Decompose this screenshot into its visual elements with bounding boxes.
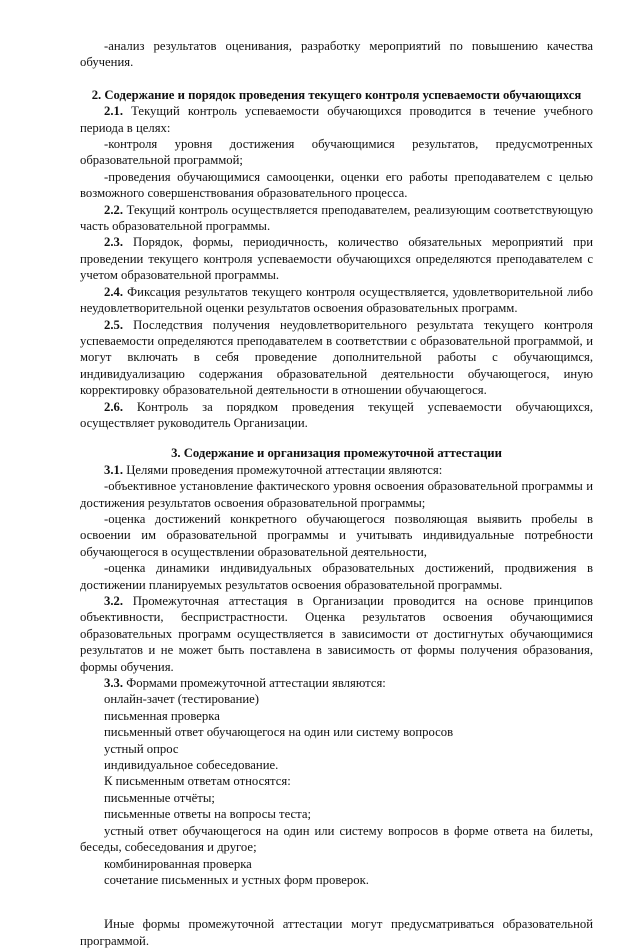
clause-3-2 [80, 593, 593, 675]
clause-number: 2.1. [104, 104, 124, 119]
intro-paragraph: -анализ результатов оценивания, разработку мероприятий по повышению качества обучения. [80, 39, 593, 70]
list-item: сочетание письменных и устных форм проверок. [104, 872, 369, 887]
clause-3-1 [80, 462, 593, 478]
list-item: письменные ответы на вопросы теста; [104, 807, 312, 822]
clause-2-1 [80, 103, 593, 136]
list-item: письменный ответ обучающегося на один или систему вопросов [104, 725, 454, 740]
list-item: -оценка динамики индивидуальных образовательных достижений, продвижения в достижении планируемых результатов освоения образовательной программы. [80, 561, 593, 592]
clause-text: Текущий контроль осуществляется преподавателем, реализующим соответствующую часть образовательной программы. [80, 202, 593, 234]
list-item: -оценка достижений конкретного обучающегося позволяющая выявить пробелы в освоении им образовательной программы и учитывать индивидуальные потребности обучающегося в осуществлении образовательной деятельности, [80, 511, 593, 559]
clause-3-3 [80, 675, 593, 691]
clause-number: 2.4. [104, 284, 124, 299]
list-item: письменная проверка [104, 708, 220, 723]
clause-number: 2.6. [104, 399, 124, 414]
clause-text: Порядок, формы, периодичность, количество обязательных мероприятий при проведении текущего контроля успеваемости обучающихся определяются преподавателем с учетом образовательной программы. [80, 235, 593, 283]
closing-paragraph: Иные формы промежуточной аттестации могут предусматриваться образовательной программой. [80, 917, 593, 948]
section-3-heading: 3. Содержание и организация промежуточной аттестации [171, 446, 502, 461]
list-item: онлайн-зачет (тестирование) [104, 692, 260, 707]
list-item: устный ответ обучающегося на один или систему вопросов в форме ответа на билеты, беседы, собеседования и другое; [80, 823, 593, 855]
clause-text: Целями проведения промежуточной аттестации являются: [123, 462, 443, 477]
clause-number: 2.3. [104, 235, 124, 250]
clause-text: Последствия получения неудовлетворительного результата текущего контроля успеваемости определяются преподавателем в соответствии с образовательной программой, и могут включать в себя проведение дополнительной работы с обучающимся, индивидуализацию содержания образовательной деятельности обучающегося, иную корректировку образовательной деятельности в отношении обучающегося. [80, 317, 593, 398]
clause-2-6 [80, 399, 593, 432]
clause-2-3 [80, 234, 593, 283]
clause-text: Контроль за порядком проведения текущей успеваемости обучающихся, осуществляет руководитель Организации. [80, 399, 593, 430]
clause-number: 3.3. [104, 676, 124, 691]
clause-number: 3.1. [104, 462, 124, 477]
list-item: устный опрос [104, 741, 179, 756]
list-item: К письменным ответам относятся: [104, 774, 291, 789]
list-item: -проведения обучающимися самооценки, оценки его работы преподавателем с целью возможного совершенствования образовательного процесса. [80, 169, 593, 201]
clause-text: Текущий контроль успеваемости обучающихся проводится в течение учебного периода в целях: [80, 104, 593, 135]
list-item: -контроля уровня достижения обучающимися результатов, предусмотренных образовательной программой; [80, 137, 593, 168]
clause-2-4 [80, 284, 593, 317]
list-item: индивидуальное собеседование. [104, 758, 279, 773]
clause-text: Фиксация результатов текущего контроля осуществляется, удовлетворительной либо неудовлетворительной оценки результатов освоения образовательных программ. [80, 284, 593, 316]
clause-number: 2.5. [104, 317, 124, 332]
clause-number: 2.2. [104, 202, 124, 217]
clause-2-5 [80, 317, 593, 399]
list-item: комбинированная проверка [104, 856, 252, 871]
clause-number: 3.2. [104, 594, 124, 608]
clause-2-2 [80, 202, 593, 235]
section-2-heading: 2. Содержание и порядок проведения текущего контроля успеваемости обучающихся [91, 87, 582, 102]
clause-text: Формами промежуточной аттестации являются: [123, 676, 386, 691]
list-item: -объективное установление фактического уровня освоения образовательной программы и достижения результатов освоения образовательной программы; [80, 479, 593, 510]
list-item: письменные отчёты; [104, 790, 215, 805]
clause-text: Промежуточная аттестация в Организации проводится на основе принципов объективности, беспристрастности. Оценка результатов освоения обучающимися образовательных программ осуществляется в зависимости от достигнутых обучающимися результатов и не может быть поставлена в зависимость от формы получения образования, формы обучения. [80, 594, 593, 674]
